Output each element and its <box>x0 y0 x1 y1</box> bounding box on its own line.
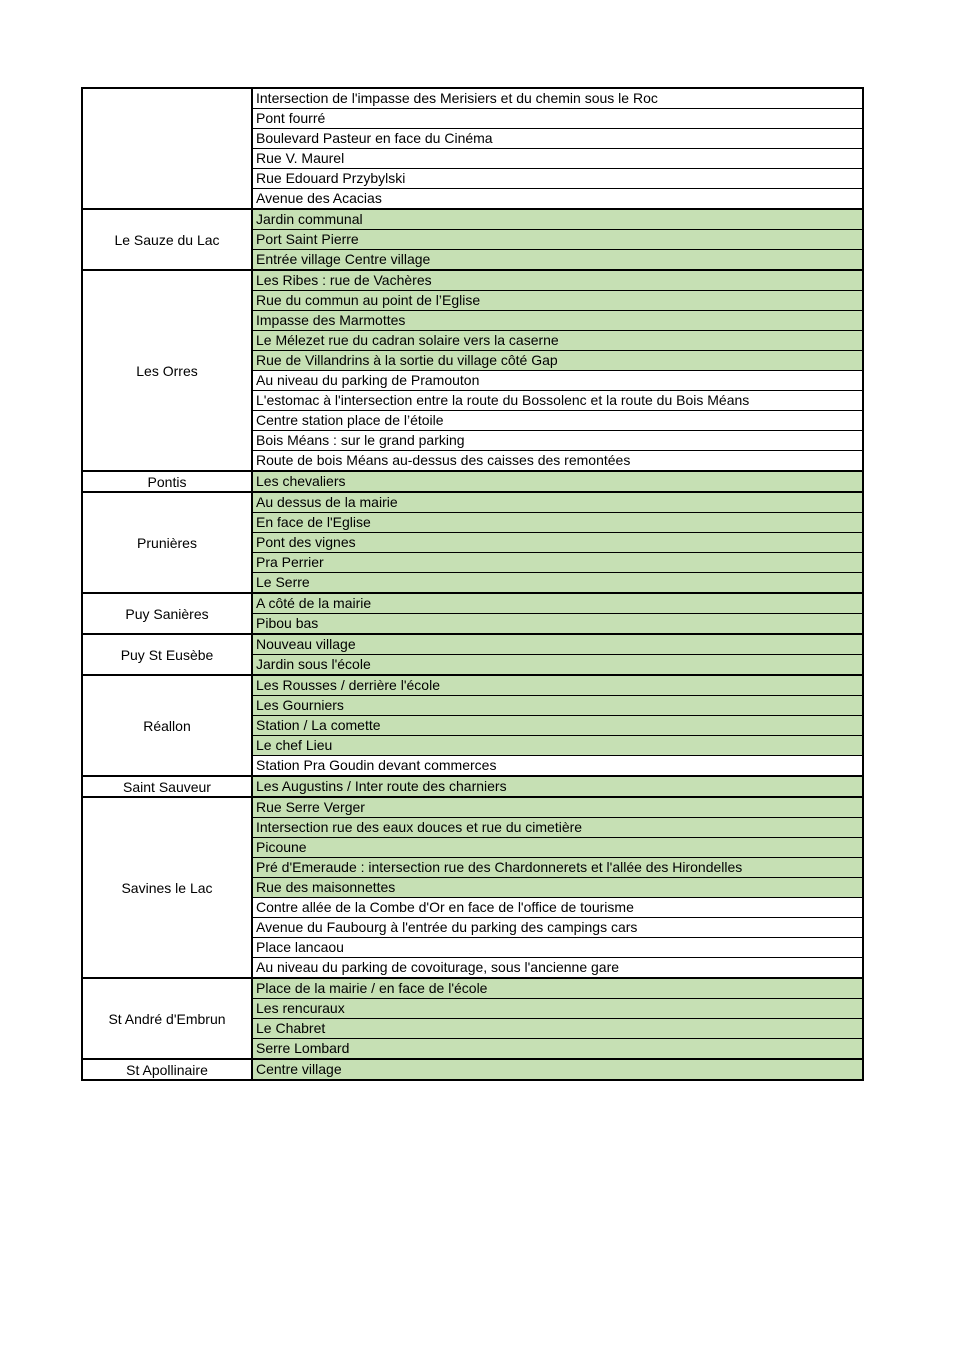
location-cell: Intersection rue des eaux douces et rue du cimetière <box>253 817 862 837</box>
location-cell: Au niveau du parking de covoiturage, sous l'ancienne gare <box>253 957 862 977</box>
location-cell: Les Ribes : rue de Vachères <box>253 271 862 290</box>
location-cell: Station / La comette <box>253 715 862 735</box>
location-cell: L'estomac à l'intersection entre la route du Bossolenc et la route du Bois Méans <box>253 390 862 410</box>
town-name-cell <box>81 89 253 208</box>
locations-table <box>81 87 864 1081</box>
location-list <box>253 676 864 775</box>
town-group <box>81 493 864 594</box>
location-cell: Place de la mairie / en face de l'école <box>253 979 862 998</box>
location-cell: Le chef Lieu <box>253 735 862 755</box>
location-cell: Rue Serre Verger <box>253 798 862 817</box>
location-cell: Route de bois Méans au-dessus des caisses des remontées <box>253 450 862 470</box>
town-name-cell: Réallon <box>81 676 253 775</box>
location-cell: A côté de la mairie <box>253 594 862 613</box>
town-group <box>81 635 864 676</box>
location-cell: Contre allée de la Combe d'Or en face de l'office de tourisme <box>253 897 862 917</box>
location-cell: Jardin sous l'école <box>253 654 862 674</box>
location-cell: Pibou bas <box>253 613 862 633</box>
town-name-cell: Prunières <box>81 493 253 592</box>
location-cell: Au dessus de la mairie <box>253 493 862 512</box>
location-list <box>253 777 864 796</box>
town-group <box>81 271 864 472</box>
town-group <box>81 210 864 271</box>
location-cell: Avenue du Faubourg à l'entrée du parking des campings cars <box>253 917 862 937</box>
location-list <box>253 635 864 674</box>
location-list <box>253 493 864 592</box>
location-cell: En face de l'Eglise <box>253 512 862 532</box>
location-cell: Station Pra Goudin devant commerces <box>253 755 862 775</box>
location-cell: Avenue des Acacias <box>253 188 862 208</box>
location-cell: Pont des vignes <box>253 532 862 552</box>
location-cell: Le Mélezet rue du cadran solaire vers la caserne <box>253 330 862 350</box>
location-cell: Les Rousses / derrière l'école <box>253 676 862 695</box>
location-cell: Les chevaliers <box>253 472 862 491</box>
location-cell: Rue de Villandrins à la sortie du village côté Gap <box>253 350 862 370</box>
location-list <box>253 1060 864 1079</box>
location-cell: Le Chabret <box>253 1018 862 1038</box>
location-list <box>253 594 864 633</box>
location-cell: Les Gourniers <box>253 695 862 715</box>
town-name-cell: St André d'Embrun <box>81 979 253 1058</box>
location-cell: Centre village <box>253 1060 862 1079</box>
location-cell: Pont fourré <box>253 108 862 128</box>
location-cell: Rue Edouard Przybylski <box>253 168 862 188</box>
location-cell: Centre station place de l’étoile <box>253 410 862 430</box>
town-name-cell: St Apollinaire <box>81 1060 253 1079</box>
town-group <box>81 1060 864 1081</box>
location-cell: Nouveau village <box>253 635 862 654</box>
location-cell: Le Serre <box>253 572 862 592</box>
location-list <box>253 210 864 269</box>
location-list <box>253 979 864 1058</box>
town-name-cell: Pontis <box>81 472 253 491</box>
location-list <box>253 798 864 977</box>
location-cell: Boulevard Pasteur en face du Cinéma <box>253 128 862 148</box>
location-cell: Rue des maisonnettes <box>253 877 862 897</box>
location-list <box>253 472 864 491</box>
town-name-cell: Le Sauze du Lac <box>81 210 253 269</box>
location-cell: Pra Perrier <box>253 552 862 572</box>
town-group <box>81 87 864 210</box>
town-group <box>81 798 864 979</box>
location-cell: Les rencuraux <box>253 998 862 1018</box>
town-group <box>81 472 864 493</box>
location-cell: Au niveau du parking de Pramouton <box>253 370 862 390</box>
location-list <box>253 89 864 208</box>
town-name-cell: Saint Sauveur <box>81 777 253 796</box>
town-name-cell: Savines le Lac <box>81 798 253 977</box>
location-cell: Port Saint Pierre <box>253 229 862 249</box>
location-cell: Rue V. Maurel <box>253 148 862 168</box>
location-cell: Place lancaou <box>253 937 862 957</box>
town-group <box>81 594 864 635</box>
location-cell: Les Augustins / Inter route des charniers <box>253 777 862 796</box>
town-name-cell: Les Orres <box>81 271 253 470</box>
location-cell: Rue du commun au point de l’Eglise <box>253 290 862 310</box>
location-cell: Serre Lombard <box>253 1038 862 1058</box>
location-cell: Intersection de l'impasse des Merisiers et du chemin sous le Roc <box>253 89 862 108</box>
town-name-cell: Puy St Eusèbe <box>81 635 253 674</box>
location-list <box>253 271 864 470</box>
town-name-cell: Puy Sanières <box>81 594 253 633</box>
town-group <box>81 676 864 777</box>
location-cell: Jardin communal <box>253 210 862 229</box>
location-cell: Picoune <box>253 837 862 857</box>
location-cell: Pré d'Emeraude : intersection rue des Chardonnerets et l'allée des Hirondelles <box>253 857 862 877</box>
location-cell: Entrée village Centre village <box>253 249 862 269</box>
town-group <box>81 777 864 798</box>
location-cell: Bois Méans : sur le grand parking <box>253 430 862 450</box>
town-group <box>81 979 864 1060</box>
location-cell: Impasse des Marmottes <box>253 310 862 330</box>
